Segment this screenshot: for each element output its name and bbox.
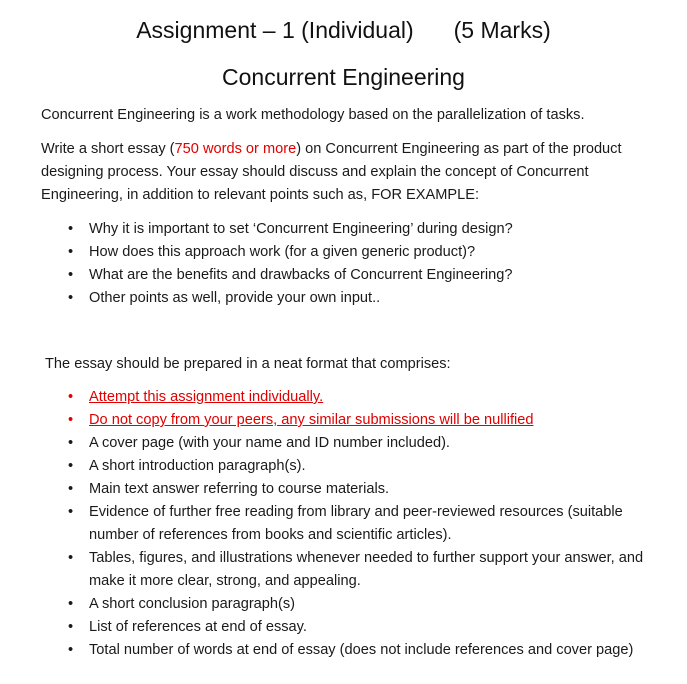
bullet-icon: • bbox=[68, 267, 74, 283]
requirement-item bbox=[68, 455, 658, 478]
assignment-title bbox=[0, 15, 687, 45]
requirement-item bbox=[68, 501, 658, 547]
requirement-item bbox=[68, 616, 658, 639]
list-item-text: Evidence of further free reading from library and peer-reviewed resources (suitable number of references from books and scientific articles). bbox=[89, 504, 623, 543]
assignment-type: (Individual) bbox=[301, 17, 414, 43]
warning-item bbox=[68, 409, 658, 432]
bullet-icon: • bbox=[68, 458, 74, 474]
question-item bbox=[68, 264, 658, 287]
bullet-icon: • bbox=[68, 642, 74, 658]
list-item-text: Attempt this assignment individually. bbox=[89, 389, 324, 405]
warning-item bbox=[68, 386, 658, 409]
bullet-icon: • bbox=[68, 596, 74, 612]
assignment-number: Assignment – 1 bbox=[136, 17, 295, 43]
list-item-text: Tables, figures, and illustrations whenever needed to further support your answer, and make it more clear, strong, and appealing. bbox=[89, 550, 644, 589]
assignment-marks: (5 Marks) bbox=[453, 17, 551, 43]
bullet-icon: • bbox=[68, 504, 74, 520]
question-item bbox=[68, 218, 658, 241]
list-item-text: What are the benefits and drawbacks of Concurrent Engineering? bbox=[89, 267, 513, 283]
question-item bbox=[68, 241, 658, 264]
list-item-text: Other points as well, provide your own input.. bbox=[89, 290, 381, 306]
list-item-text: How does this approach work (for a given generic product)? bbox=[89, 244, 476, 260]
requirement-item bbox=[68, 478, 658, 501]
format-requirements-list bbox=[68, 386, 658, 662]
list-item-text: A short introduction paragraph(s). bbox=[89, 458, 306, 474]
bullet-icon: • bbox=[68, 389, 74, 405]
bullet-icon: • bbox=[68, 244, 74, 260]
bullet-icon: • bbox=[68, 412, 74, 428]
list-item-text: A cover page (with your name and ID number included). bbox=[89, 435, 450, 451]
essay-text-start: Write a short essay ( bbox=[41, 141, 175, 157]
question-item bbox=[68, 287, 658, 310]
question-list bbox=[68, 218, 658, 310]
requirement-item bbox=[68, 432, 658, 455]
word-count-highlight: 750 words or more bbox=[174, 141, 297, 157]
list-item-text: Do not copy from your peers, any similar submissions will be nullified bbox=[89, 412, 534, 428]
requirement-item bbox=[68, 547, 658, 593]
intro-paragraph: Concurrent Engineering is a work methodology based on the parallelization of tasks. bbox=[41, 107, 585, 123]
format-intro: The essay should be prepared in a neat format that comprises: bbox=[45, 356, 451, 372]
list-item-text: Total number of words at end of essay (does not include references and cover page) bbox=[89, 642, 634, 658]
list-item-text: Main text answer referring to course materials. bbox=[89, 481, 390, 497]
list-item-text: List of references at end of essay. bbox=[89, 619, 307, 635]
list-item-text: A short conclusion paragraph(s) bbox=[89, 596, 296, 612]
essay-text-end: ) on Concurrent Engineering as part of the product designing process. Your essay should discuss and explain the concept of Concurrent Engineering, in addition to relevant points such as, FOR EXAMPLE: bbox=[41, 141, 622, 203]
requirement-item bbox=[68, 639, 658, 662]
topic-heading: Concurrent Engineering bbox=[222, 64, 465, 90]
requirement-item bbox=[68, 593, 658, 616]
bullet-icon: • bbox=[68, 221, 74, 237]
bullet-icon: • bbox=[68, 481, 74, 497]
essay-instructions bbox=[41, 138, 651, 207]
bullet-icon: • bbox=[68, 550, 74, 566]
bullet-icon: • bbox=[68, 290, 74, 306]
bullet-icon: • bbox=[68, 435, 74, 451]
bullet-icon: • bbox=[68, 619, 74, 635]
list-item-text: Why it is important to set ‘Concurrent Engineering’ during design? bbox=[89, 221, 513, 237]
